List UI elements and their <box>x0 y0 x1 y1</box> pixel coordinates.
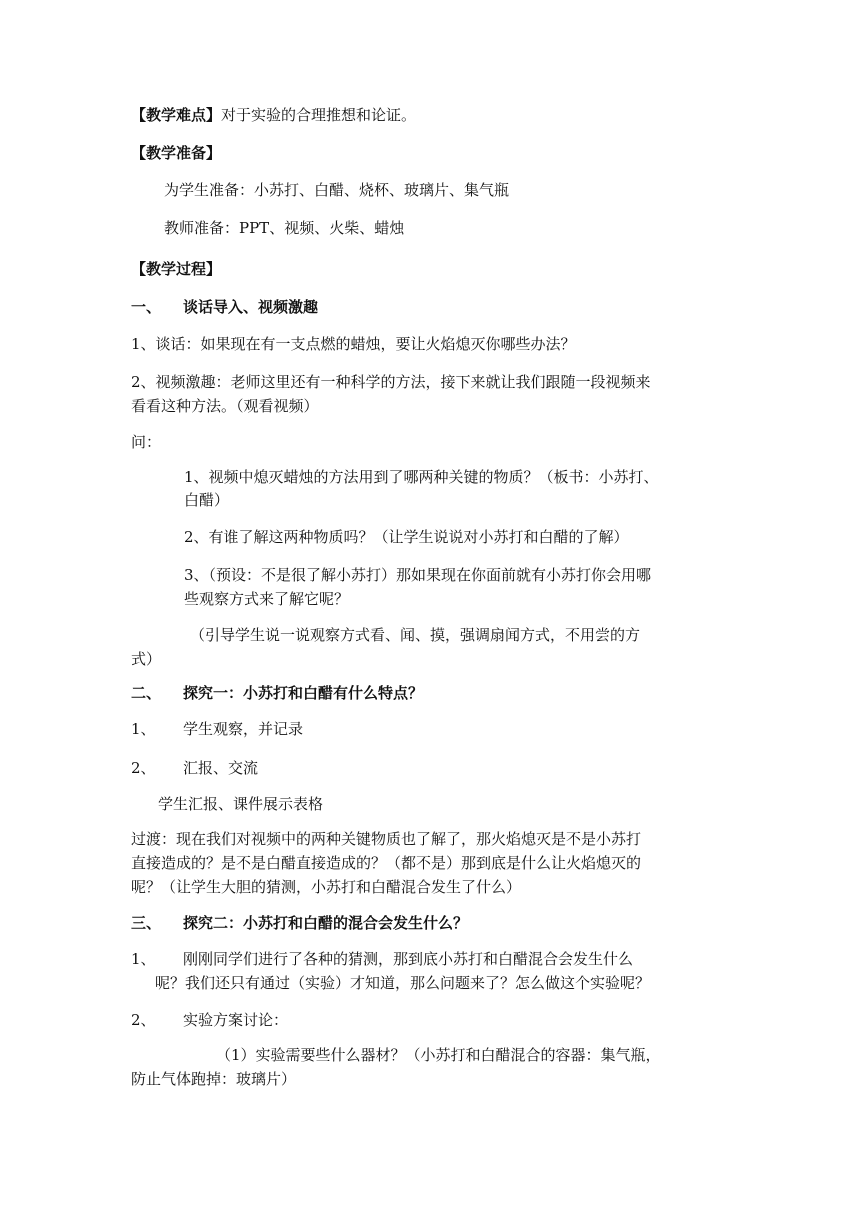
s2-transition-line-3: 呢？（让学生大胆的猜测，小苏打和白醋混合发生了什么） <box>131 878 522 896</box>
section-3-heading <box>131 911 731 935</box>
s3-sub-1-line-2: 防止气体跑掉：玻璃片） <box>131 1070 297 1088</box>
difficulty-line <box>131 103 731 127</box>
s1-guide-line-1: （引导学生说一说观察方式看、闻、摸，强调扇闻方式，不用尝的方 <box>190 626 641 644</box>
s1-paragraph-1: 1、谈话：如果现在有一支点燃的蜡烛，要让火焰熄灭你哪些办法？ <box>131 335 576 353</box>
s2-item-1-text: 学生观察，并记录 <box>183 720 304 738</box>
section-1-heading <box>131 295 731 319</box>
s2-item-1-number: 1、 <box>131 720 156 738</box>
s3-sub-1-line-1: （1）实验需要些什么器材？（小苏打和白醋混合的容器：集气瓶， <box>216 1046 661 1064</box>
section-1-title: 谈话导入、视频激趣 <box>183 298 319 316</box>
s3-item-2 <box>131 1008 731 1032</box>
s1-question-1-line-1: 1、视频中熄灭蜡烛的方法用到了哪两种关键的物质？（板书：小苏打、 <box>184 468 659 486</box>
difficulty-text: 对于实验的合理推想和论证。 <box>221 106 417 124</box>
s3-item-2-number: 2、 <box>131 1011 156 1029</box>
s1-paragraph-2-line-1: 2、视频激趣：老师这里还有一种科学的方法，接下来就让我们跟随一段视频来 <box>131 373 651 391</box>
section-3-number: 三、 <box>131 914 162 932</box>
s2-item-2-text: 汇报、交流 <box>183 759 259 777</box>
s2-item-1 <box>131 717 731 741</box>
section-2-number: 二、 <box>131 684 162 702</box>
s2-report: 学生汇报、课件展示表格 <box>158 795 324 813</box>
s1-question-3-line-2: 些观察方式来了解它呢？ <box>184 590 350 608</box>
s1-question-2: 2、有谁了解这两种物质吗？（让学生说说对小苏打和白醋的了解） <box>184 528 629 546</box>
difficulty-label: 【教学难点】 <box>131 106 222 124</box>
section-1-number: 一、 <box>131 298 162 316</box>
process-heading: 【教学过程】 <box>131 260 222 278</box>
student-preparation: 为学生准备：小苏打、白醋、烧杯、玻璃片、集气瓶 <box>164 181 510 199</box>
s2-transition-line-1: 过渡：现在我们对视频中的两种关键物质也了解了，那火焰熄灭是不是小苏打 <box>131 830 642 848</box>
s3-item-1-text: 刚刚同学们进行了各种的猜测，那到底小苏打和白醋混合会发生什么 <box>183 950 634 968</box>
s3-item-1-number: 1、 <box>131 950 156 968</box>
s1-question-3-line-1: 3、（预设：不是很了解小苏打）那如果现在你面前就有小苏打你会用哪 <box>184 566 652 584</box>
s3-item-1-line-2: 呢？我们还只有通过（实验）才知道，那么问题来了？怎么做这个实验呢？ <box>155 974 651 992</box>
section-3-title: 探究二：小苏打和白醋的混合会发生什么？ <box>183 914 469 932</box>
s1-guide-line-2: 式） <box>131 650 162 668</box>
section-2-heading <box>131 681 731 705</box>
s1-ask-label: 问： <box>131 433 162 451</box>
teacher-preparation: 教师准备：PPT、视频、火柴、蜡烛 <box>164 219 405 237</box>
preparation-heading: 【教学准备】 <box>131 144 222 162</box>
s3-item-1-line-1 <box>131 947 731 971</box>
section-2-title: 探究一：小苏打和白醋有什么特点？ <box>183 684 424 702</box>
s2-item-2 <box>131 756 731 780</box>
s2-transition-line-2: 直接造成的？是不是白醋直接造成的？（都不是）那到底是什么让火焰熄灭的 <box>131 854 642 872</box>
s2-item-2-number: 2、 <box>131 759 156 777</box>
s1-question-1-line-2: 白醋） <box>184 491 230 509</box>
s3-item-2-text: 实验方案讨论： <box>183 1011 289 1029</box>
s1-paragraph-2-line-2: 看看这种方法。（观看视频） <box>131 397 319 415</box>
